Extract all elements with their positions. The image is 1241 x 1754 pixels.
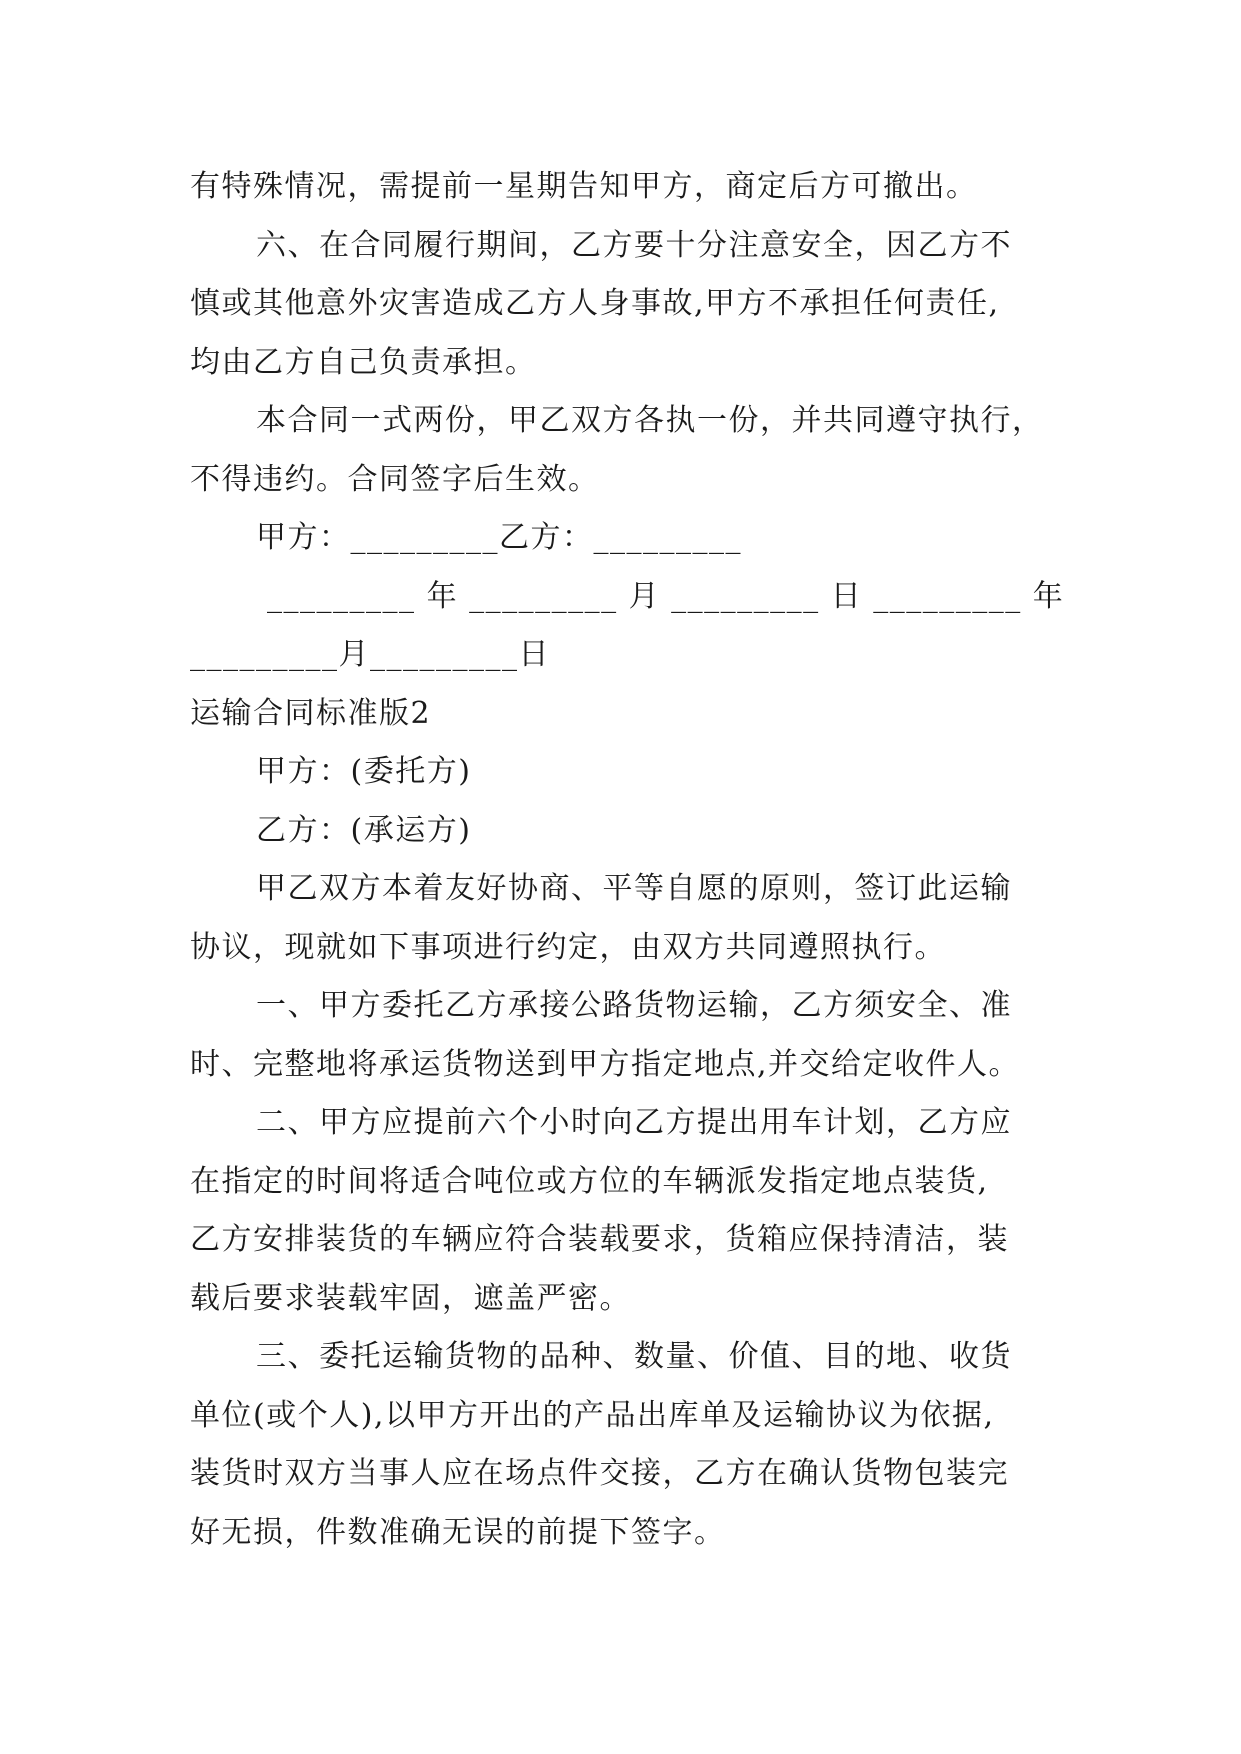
copies-clause-line-2: 不得违约。合同签字后生效。 [190,461,600,497]
clause-two-line-1: 二、甲方应提前六个小时向乙方提出用车计划，乙方应 [256,1105,1012,1140]
clause-six-line-1: 六、在合同履行期间，乙方要十分注意安全，因乙方不 [256,227,1012,263]
clause-one-line-1: 一、甲方委托乙方承接公路货物运输，乙方须安全、准 [256,988,1012,1023]
clause-three-line-1: 三、委托运输货物的品种、数量、价值、目的地、收货 [256,1339,1012,1374]
party-b-line: 乙方：(承运方) [256,812,472,848]
preamble-line-2: 协议，现就如下事项进行约定，由双方共同遵照执行。 [190,929,946,965]
preamble-line-1: 甲乙双方本着友好协商、平等自愿的原则，签订此运输 [256,871,1012,906]
clause-three-line-2: 单位(或个人),以甲方开出的产品出库单及运输协议为依据, [190,1397,995,1433]
signature-date-line-2: _________月_________日 [190,637,550,672]
clause-two-line-3: 乙方安排装货的车辆应符合装载要求，货箱应保持清洁，装 [190,1222,1009,1257]
clause-three-line-3: 装货时双方当事人应在场点件交接，乙方在确认货物包装完 [190,1456,1009,1491]
copies-clause-line-1: 本合同一式两份，甲乙双方各执一份，并共同遵守执行， [256,403,1044,438]
clause-two-line-4: 载后要求装载牢固，遮盖严密。 [190,1280,631,1316]
contract-title: 运输合同标准版2 [190,695,432,731]
party-a-line: 甲方：(委托方) [256,754,472,789]
clause-six-line-2: 慎或其他意外灾害造成乙方人身事故,甲方不承担任何责任, [190,286,1000,321]
clause-two-line-2: 在指定的时间将适合吨位或方位的车辆派发指定地点装货, [190,1163,989,1199]
text-line-1: 有特殊情况，需提前一星期告知甲方，商定后方可撤出。 [190,169,978,204]
signature-date-line-1: _________ 年 _________ 月 _________ 日 _________ 年 [256,578,1065,614]
clause-one-line-2: 时、完整地将承运货物送到甲方指定地点,并交给定收件人。 [190,1046,1021,1082]
signature-parties-line: 甲方：_________乙方：_________ [256,520,742,555]
clause-six-line-3: 均由乙方自己负责承担。 [190,344,537,380]
clause-three-line-4: 好无损，件数准确无误的前提下签字。 [190,1514,726,1550]
document-page [190,158,1090,1562]
